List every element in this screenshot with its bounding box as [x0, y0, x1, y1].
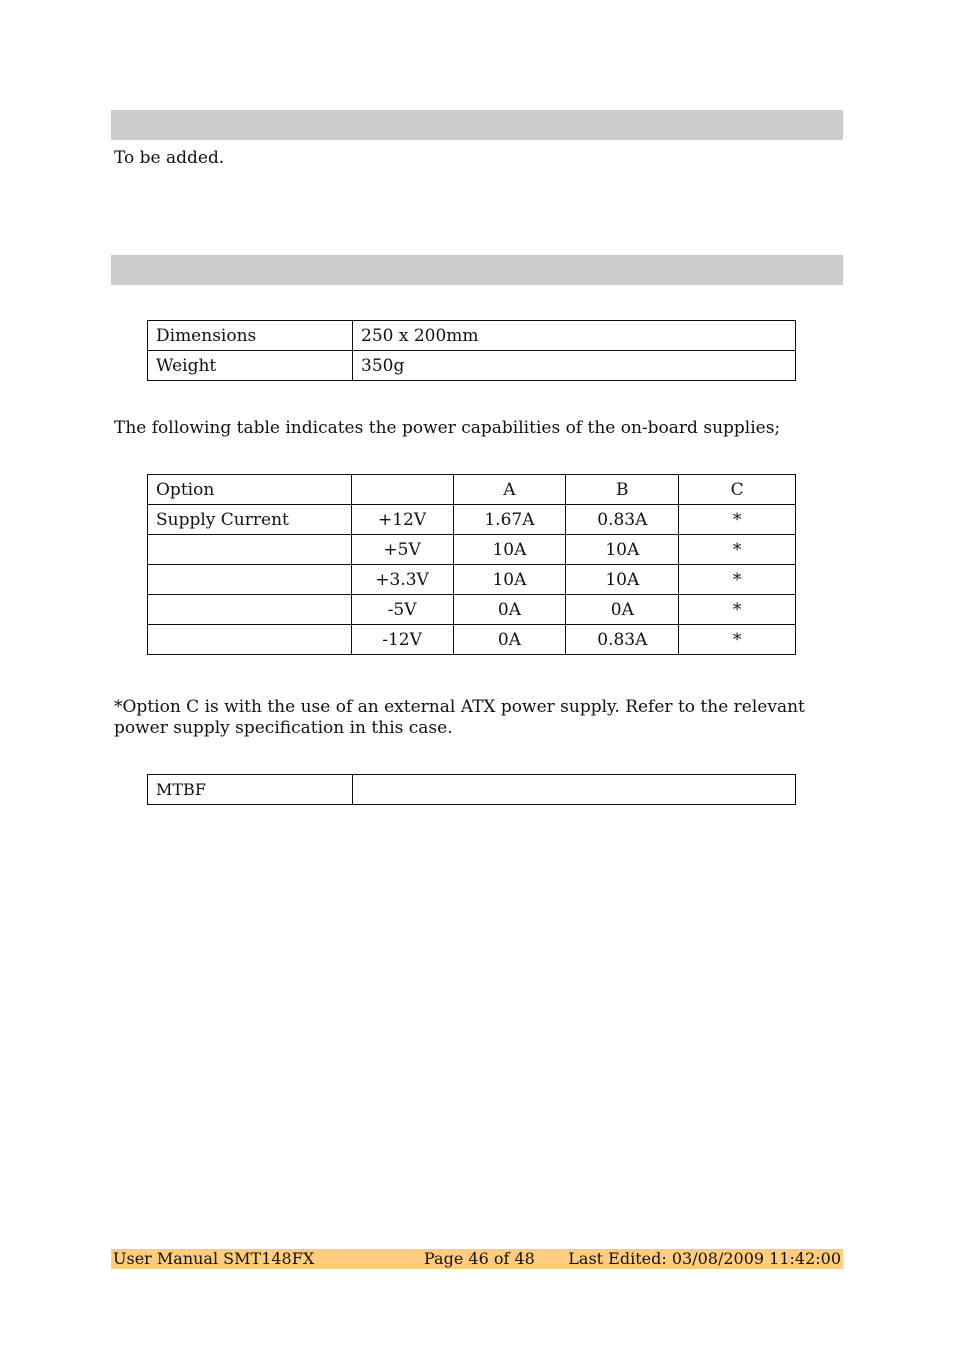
table-cell: 10A [453, 535, 566, 565]
note-line: *Option C is with the use of an external ATX power supply. Refer to the relevant [114, 697, 805, 717]
power-capabilities-table [147, 474, 796, 655]
table-cell: 0A [453, 625, 566, 655]
to-be-added-text: To be added. [114, 148, 225, 168]
table-cell: * [679, 565, 796, 595]
table-header-cell: Option [148, 475, 352, 505]
footer-page-number: Page 46 of 48 [424, 1249, 535, 1268]
table-cell: * [679, 595, 796, 625]
section-heading-bar [111, 255, 843, 285]
table-cell: Dimensions [148, 321, 353, 351]
table-header-cell: B [566, 475, 679, 505]
table-cell: Supply Current [148, 505, 352, 535]
table-row [148, 625, 796, 655]
page-footer [111, 1249, 843, 1269]
table-cell: * [679, 535, 796, 565]
table-cell: 10A [566, 535, 679, 565]
table-row [148, 775, 796, 805]
table-cell: * [679, 625, 796, 655]
table-row [148, 535, 796, 565]
table-cell: 250 x 200mm [353, 321, 796, 351]
table-cell: 0A [453, 595, 566, 625]
table-cell: +12V [351, 505, 453, 535]
table-cell [353, 775, 796, 805]
table-header-row [148, 475, 796, 505]
option-c-note [114, 697, 805, 739]
section-heading-bar [111, 110, 843, 140]
physical-properties-table [147, 320, 796, 381]
table-cell: 10A [566, 565, 679, 595]
table-row [148, 595, 796, 625]
power-intro-text: The following table indicates the power capabilities of the on-board supplies; [114, 418, 781, 438]
table-cell [148, 535, 352, 565]
table-cell: +3.3V [351, 565, 453, 595]
table-cell: 0A [566, 595, 679, 625]
footer-manual-title: User Manual SMT148FX [113, 1249, 315, 1268]
table-row [148, 565, 796, 595]
table-cell [148, 625, 352, 655]
table-cell: Weight [148, 351, 353, 381]
table-cell: -12V [351, 625, 453, 655]
table-header-cell: A [453, 475, 566, 505]
table-header-cell: C [679, 475, 796, 505]
table-cell: +5V [351, 535, 453, 565]
table-cell: 1.67A [453, 505, 566, 535]
table-row [148, 505, 796, 535]
table-cell [148, 595, 352, 625]
table-cell: * [679, 505, 796, 535]
table-row [148, 351, 796, 381]
table-cell: MTBF [148, 775, 353, 805]
table-cell: 0.83A [566, 505, 679, 535]
note-line: power supply specification in this case. [114, 718, 453, 738]
table-cell: 0.83A [566, 625, 679, 655]
table-cell: -5V [351, 595, 453, 625]
table-cell: 350g [353, 351, 796, 381]
table-row [148, 321, 796, 351]
footer-last-edited: Last Edited: 03/08/2009 11:42:00 [568, 1249, 841, 1268]
table-cell: 10A [453, 565, 566, 595]
table-header-cell [351, 475, 453, 505]
table-cell [148, 565, 352, 595]
mtbf-table [147, 774, 796, 805]
